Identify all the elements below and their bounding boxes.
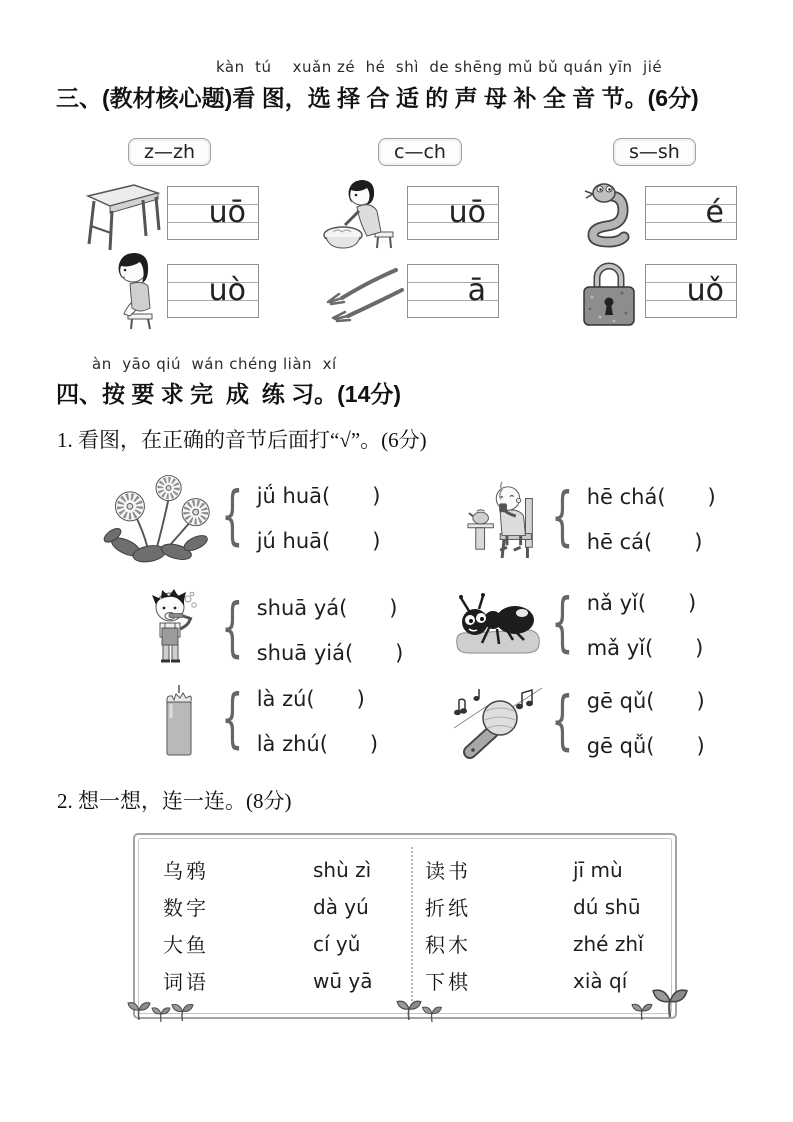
- section3-pinyin: kàn tú xuǎn zé hé shì de shēng mǔ bǔ quán yīn jié: [216, 58, 663, 76]
- match-word: 读书: [425, 861, 471, 883]
- syllable-text: ā: [467, 273, 486, 308]
- q1-item-boy-brushing: [128, 583, 403, 675]
- brace-icon: {: [551, 480, 574, 555]
- q1-option: jǘ huā( ): [256, 483, 381, 508]
- match-word: 大鱼: [163, 935, 209, 957]
- sprout-icon: [420, 1003, 444, 1022]
- q1-item-old-man-tea: [464, 470, 716, 566]
- lock-icon: [578, 257, 640, 329]
- q1-item-candle: [140, 680, 378, 760]
- q1-option: mǎ yǐ( ): [586, 635, 704, 660]
- sprout-icon: [170, 1000, 195, 1021]
- q1-item-chrysanthemum: [95, 466, 380, 568]
- q1-option: hē chá( ): [586, 484, 716, 509]
- sprout-icon: [650, 982, 690, 1018]
- sprout-icon: [126, 998, 152, 1020]
- q1-option: là zhú( ): [256, 731, 379, 756]
- brace-icon: {: [221, 479, 244, 554]
- old-man-tea-icon: [464, 473, 548, 563]
- q1-item-ant: [450, 580, 703, 668]
- choice-pair-z-zh: z—zh: [128, 138, 211, 166]
- section4-title: 四、按 要 求 完 成 练 习。(14分): [56, 381, 402, 407]
- match-pinyin: wū yā: [313, 968, 373, 993]
- section3-title: 三、(教材核心题)看 图，选 择 合 适 的 声 母 补 全 音 节。(6分): [56, 85, 699, 111]
- snake-icon: [577, 180, 637, 250]
- brace-icon: {: [221, 682, 244, 757]
- q1-option: shuā yiá( ): [256, 640, 404, 665]
- q1-option: gē qǚ( ): [586, 733, 705, 758]
- match-word: 数字: [163, 898, 209, 920]
- q1-option: nǎ yǐ( ): [586, 590, 697, 615]
- boy-brushing-teeth-icon: [128, 587, 218, 672]
- choice-pair-s-sh: s—sh: [613, 138, 696, 166]
- microphone-icon: [448, 684, 548, 760]
- girl-washing-icon: [323, 177, 398, 255]
- q1-option: là zú( ): [256, 686, 365, 711]
- matching-grid: [139, 839, 671, 1013]
- match-pinyin: cí yǔ: [313, 931, 361, 956]
- syllable-text: uò: [208, 273, 246, 308]
- syllable-text: uō: [208, 195, 246, 230]
- forks-icon: [318, 264, 406, 326]
- child-sitting-icon: [106, 250, 168, 332]
- q1-option: hē cá( ): [586, 529, 703, 554]
- ant-icon: [450, 592, 548, 656]
- syllable-text: uō: [448, 195, 486, 230]
- brace-icon: {: [551, 684, 574, 759]
- q1-option: jú huā( ): [256, 528, 381, 553]
- match-word: 词语: [163, 972, 209, 994]
- pinyin-writing-grid: [407, 264, 499, 318]
- sprout-icon: [395, 996, 423, 1020]
- match-pinyin: shù zì: [313, 857, 372, 882]
- pinyin-writing-grid: [167, 264, 259, 318]
- q1-option: shuā yá( ): [256, 595, 398, 620]
- pinyin-writing-grid: [407, 186, 499, 240]
- syllable-text: é: [705, 195, 724, 230]
- choice-pair-c-ch: c—ch: [378, 138, 462, 166]
- match-pinyin: xià qí: [573, 968, 628, 993]
- chrysanthemum-icon: [95, 469, 218, 565]
- matching-table: [133, 833, 677, 1019]
- match-pinyin: dú shū: [573, 894, 641, 919]
- matching-table-inner-border: [138, 838, 672, 1014]
- match-pinyin: dà yú: [313, 894, 369, 919]
- match-word: 折纸: [425, 898, 471, 920]
- pinyin-writing-grid: [645, 186, 737, 240]
- sprout-icon: [150, 1004, 172, 1022]
- match-pinyin: zhé zhǐ: [573, 931, 644, 956]
- q1-item-song: [448, 682, 705, 762]
- match-pinyin: jī mù: [573, 857, 623, 882]
- section4-pinyin: àn yāo qiú wán chéng liàn xí: [92, 355, 337, 373]
- q1-title: 1. 看图，在正确的音节后面打“√”。(6分): [57, 428, 427, 452]
- candle-icon: [140, 684, 218, 757]
- pinyin-writing-grid: [645, 264, 737, 318]
- brace-icon: {: [221, 591, 244, 666]
- desk-icon: [82, 180, 162, 252]
- brace-icon: {: [551, 586, 574, 661]
- match-word: 乌鸦: [163, 861, 209, 883]
- pinyin-writing-grid: [167, 186, 259, 240]
- q1-option: gē qǔ( ): [586, 688, 705, 713]
- syllable-text: uǒ: [686, 273, 724, 308]
- match-word: 下棋: [425, 972, 471, 994]
- q2-title: 2. 想一想，连一连。(8分): [57, 789, 292, 813]
- match-word: 积木: [425, 935, 471, 957]
